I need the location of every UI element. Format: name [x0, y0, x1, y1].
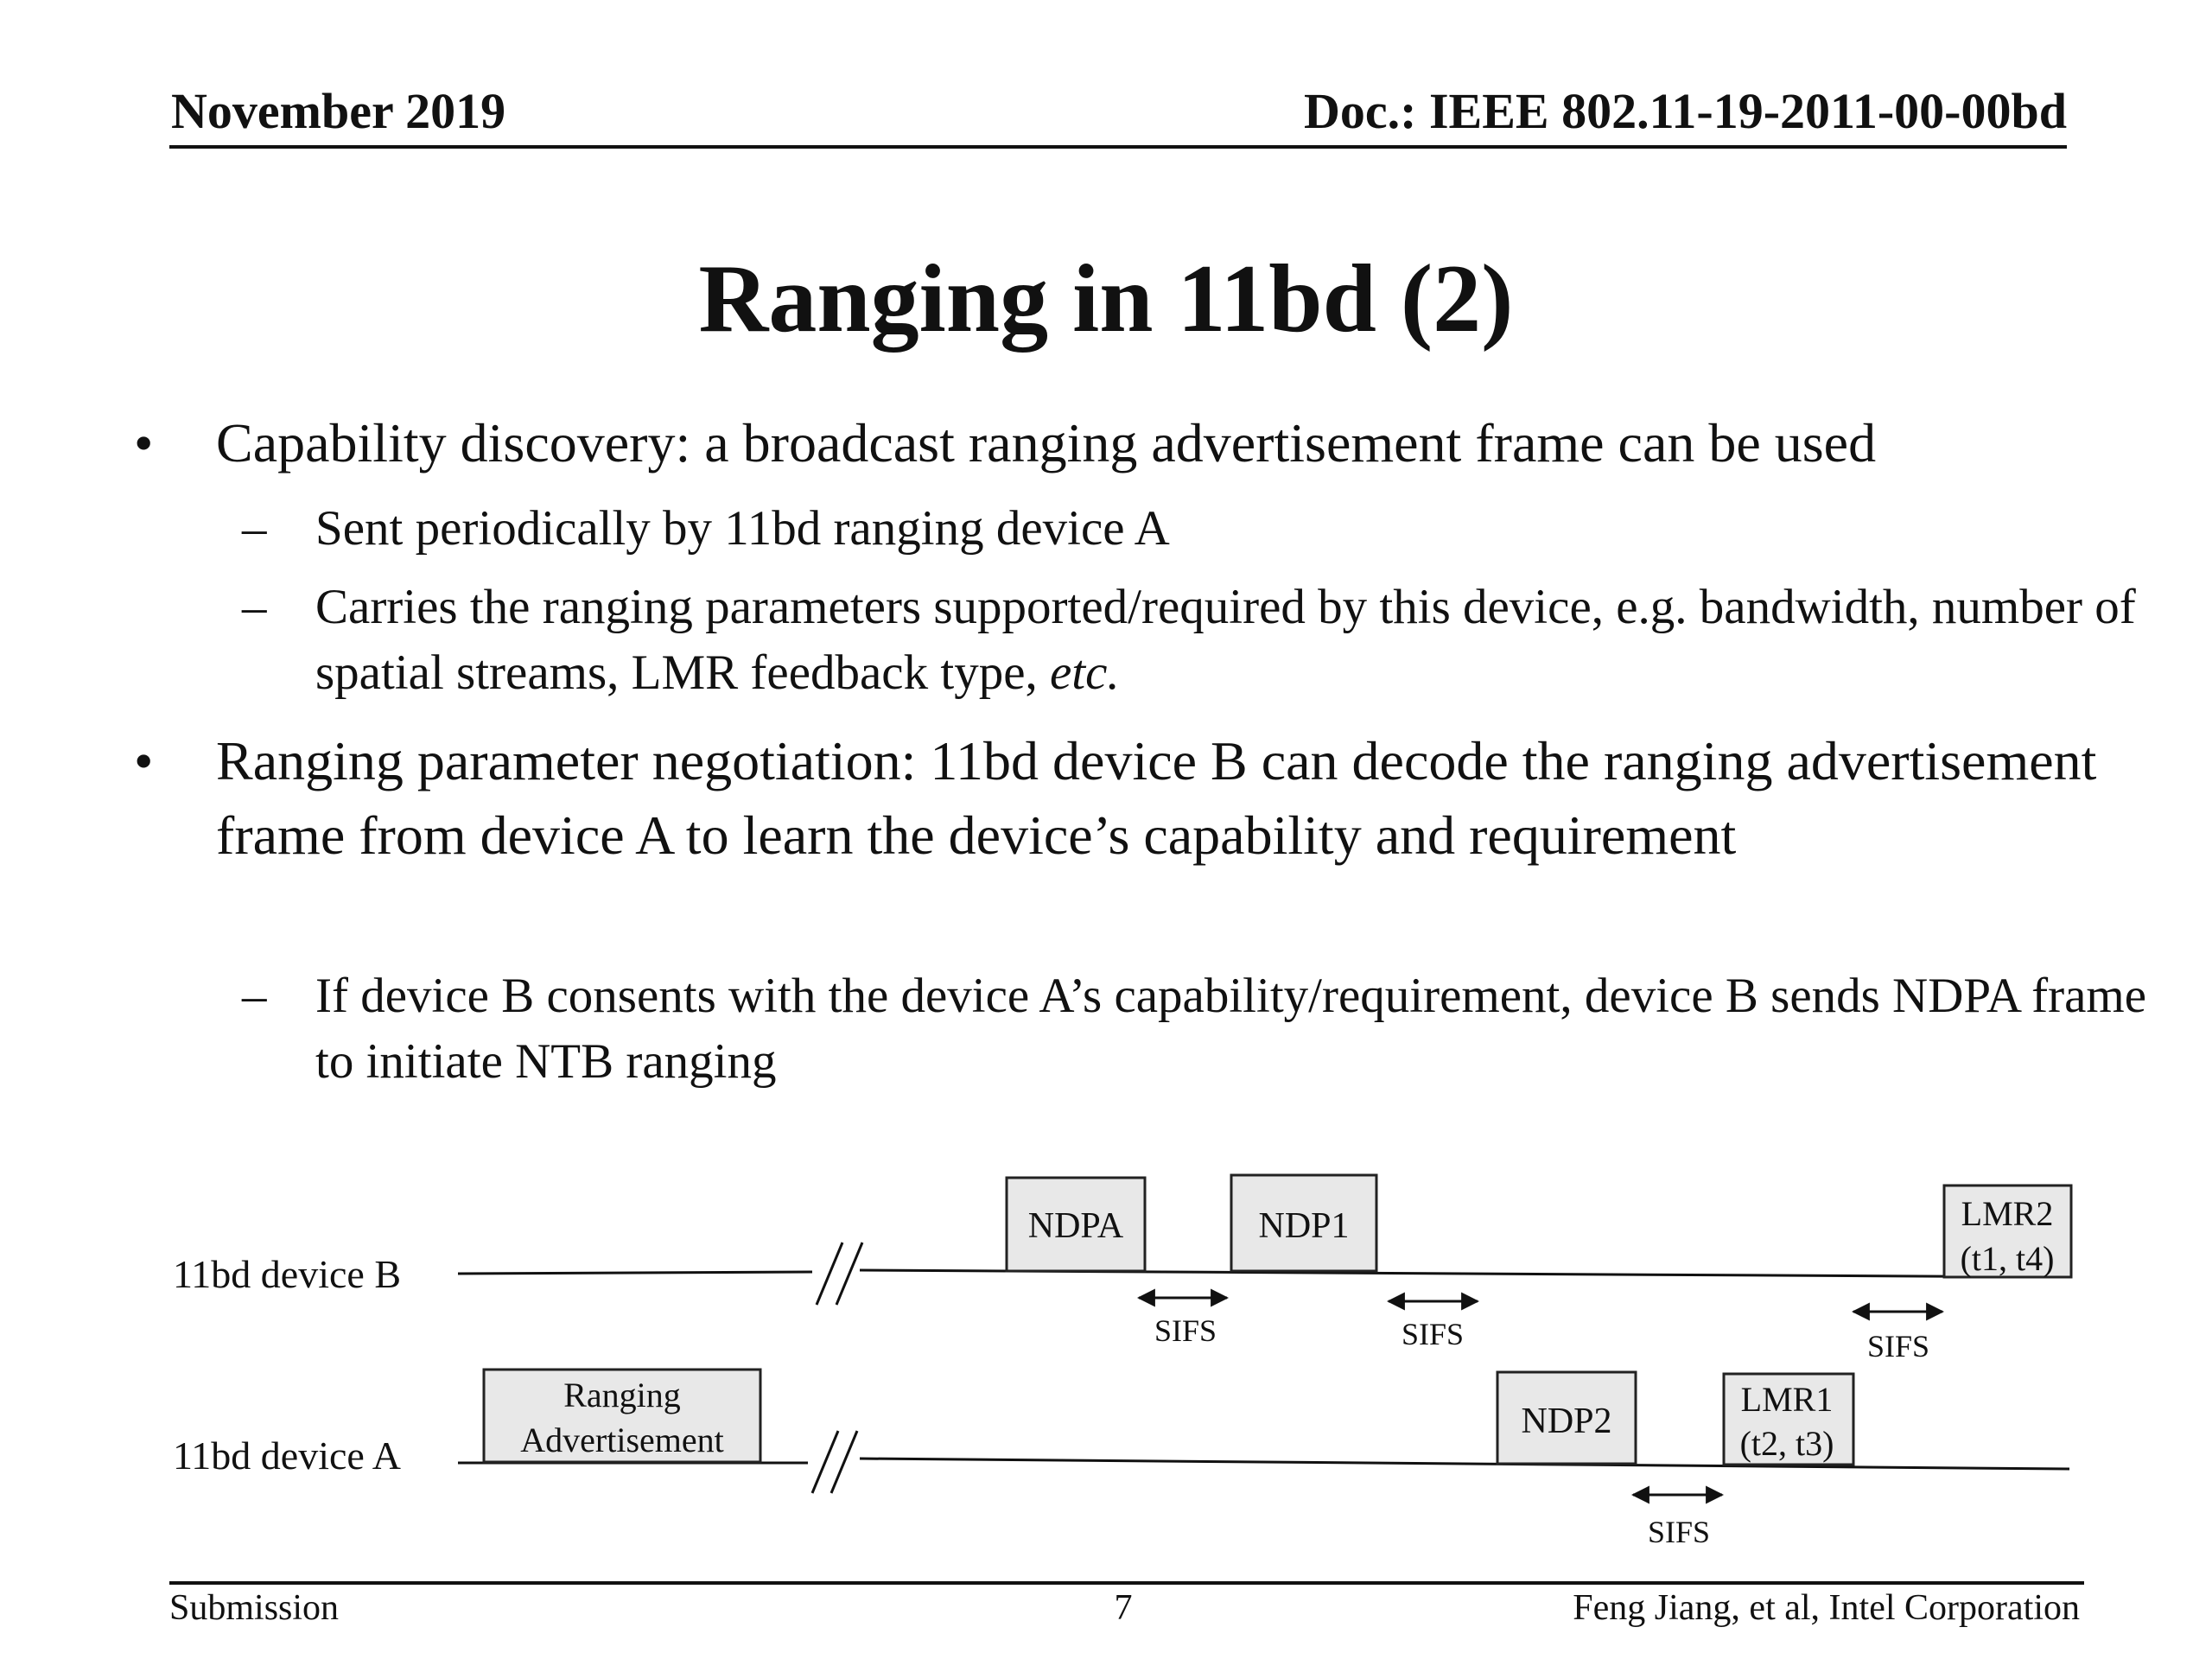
sub-bullet-text: Carries the ranging parameters supported/required by this device, e.g. bandwidth, number of spatial streams, LMR feedback type,: [315, 580, 2136, 700]
ndp1-frame-label: NDP1: [1258, 1206, 1350, 1246]
sifs-label: SIFS: [1154, 1313, 1217, 1348]
header-date: November 2019: [171, 83, 506, 139]
ranging-advertisement-label-line2: Advertisement: [520, 1421, 724, 1459]
device-b-label: 11bd device B: [173, 1252, 402, 1296]
footer-author: Feng Jiang, et al, Intel Corporation: [1573, 1588, 2080, 1628]
bullet-marker: •: [134, 412, 154, 474]
ndpa-frame-label: NDPA: [1027, 1206, 1124, 1246]
break-mark: [817, 1243, 842, 1305]
sub-bullet-text: Sent periodically by 11bd ranging device A: [315, 501, 1170, 556]
lmr2-frame-timestamps: (t1, t4): [1960, 1239, 2055, 1278]
sub-bullet-marker: –: [242, 969, 267, 1023]
sub-bullet-marker: –: [242, 580, 267, 634]
sub-bullet-italic-tail: etc.: [1050, 645, 1120, 700]
ranging-advertisement-label-line1: Ranging: [563, 1376, 681, 1414]
bullet-text: Capability discovery: a broadcast ranging advertisement frame can be used: [216, 412, 1877, 474]
slide-title: Ranging in 11bd (2): [698, 245, 1514, 353]
lmr1-frame-label: LMR1: [1740, 1380, 1834, 1419]
footer-page-number: 7: [1114, 1588, 1133, 1628]
break-mark: [836, 1243, 862, 1305]
header-doc-id: Doc.: IEEE 802.11-19-2011-00-00bd: [1304, 83, 2067, 139]
footer-rule: [169, 1581, 2084, 1585]
footer-submission: Submission: [169, 1588, 340, 1628]
device-a-label: 11bd device A: [173, 1433, 402, 1478]
sub-bullet-marker: –: [242, 501, 267, 556]
bullet-marker: •: [134, 730, 154, 791]
lmr1-frame-timestamps: (t2, t3): [1739, 1424, 1834, 1463]
lmr2-frame-label: LMR2: [1961, 1194, 2054, 1233]
device-b-timeline-left: [458, 1272, 812, 1274]
sifs-label: SIFS: [1866, 1329, 1930, 1363]
bullet-text: Ranging parameter negotiation: 11bd device B can decode the ranging advertisement frame from device A to learn the device’s capability and requirement: [216, 730, 2097, 866]
sifs-label: SIFS: [1647, 1515, 1711, 1549]
sifs-label: SIFS: [1401, 1317, 1465, 1351]
ndp2-frame-label: NDP2: [1521, 1402, 1612, 1441]
sub-bullet-text: If device B consents with the device A’s capability/requirement, device B sends NDPA frame to initiate NTB ranging: [315, 969, 2147, 1089]
device-a-timeline-right: [860, 1459, 2069, 1469]
